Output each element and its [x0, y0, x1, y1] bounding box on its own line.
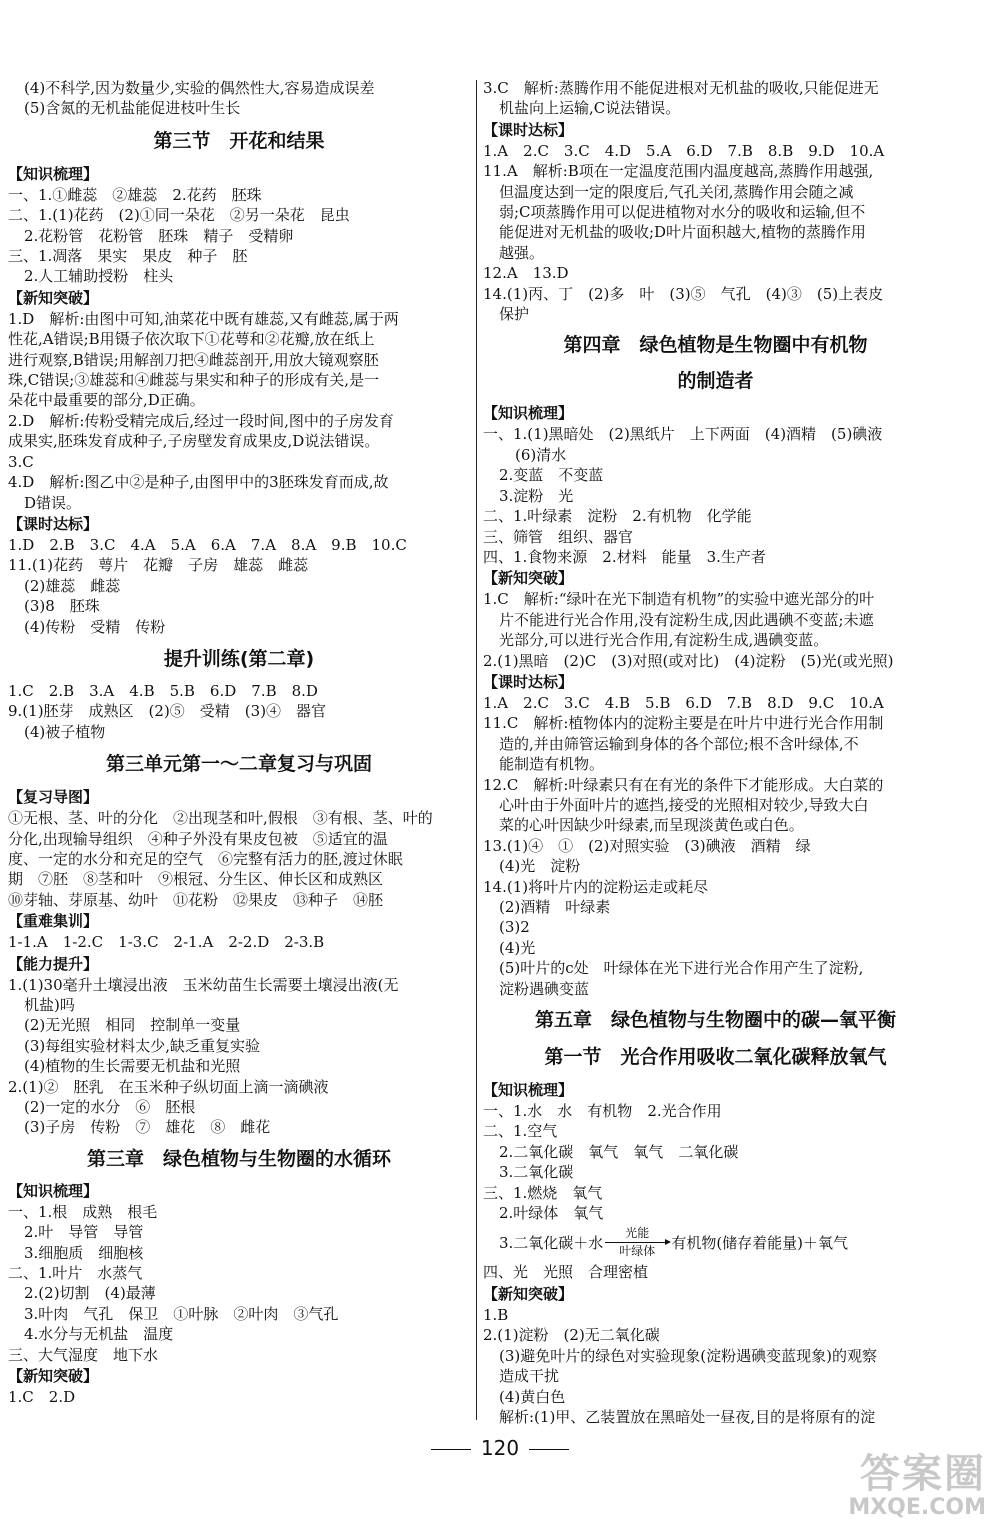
answer-line: 一、1.(1)黑暗处 (2)黑纸片 上下两面 (4)酒精 (5)碘液 — [483, 425, 883, 444]
answer-line: 12.C 解析:叶绿素只有在有光的条件下才能形成。大白菜的 — [483, 775, 884, 794]
reaction-arrow — [605, 1227, 669, 1258]
subsection-heading: 【复习导图】 — [8, 788, 99, 807]
answer-line: 性花,A错误;B用镊子依次取下①花萼和②花瓣,放在纸上 — [8, 330, 375, 349]
answer-line: 三、大气湿度 地下水 — [8, 1345, 159, 1364]
answer-line: 四、光 光照 合理密植 — [483, 1263, 649, 1282]
answer-line: (2)雄蕊 雌蕊 — [24, 576, 121, 595]
arrow-condition-top: 光能 — [625, 1226, 650, 1241]
chapter-title: 第四章 绿色植物是生物圈中有机物 — [563, 334, 868, 357]
watermark-title: 答案圈 — [860, 1451, 986, 1497]
answer-line: 四、1.食物来源 2.材料 能量 3.生产者 — [483, 547, 766, 566]
left-column — [8, 78, 470, 1408]
answer-line: 1.C 解析:“绿叶在光下制造有机物”的实验中遮光部分的叶 — [483, 590, 875, 609]
chapter-title: 第三章 绿色植物与生物圈的水循环 — [86, 1147, 391, 1170]
answer-line: 二、1.(1)花药 (2)①同一朵花 ②另一朵花 昆虫 — [8, 206, 350, 225]
answer-line: 能促进对无机盐的吸收;D叶片面积越大,植物的蒸腾作用 — [499, 223, 866, 242]
answer-line: 片不能进行光合作用,没有淀粉生成,因此遇碘不变蓝;未遮 — [499, 610, 874, 629]
answer-line: (3)每组实验材料太少,缺乏重复实验 — [24, 1036, 261, 1055]
answer-line: (5)叶片的c处 叶绿体在光下进行光合作用产生了淀粉, — [499, 959, 864, 978]
subsection-heading: 【知识梳理】 — [8, 164, 99, 183]
answer-line: (4)光 — [499, 938, 536, 957]
subsection-heading: 【知识梳理】 — [8, 1181, 99, 1200]
answer-line: 但温度达到一定的限度后,气孔关闭,蒸腾作用会随之减 — [499, 182, 854, 201]
answer-line: (3)8 胚珠 — [24, 597, 100, 616]
subsection-heading: 【知识梳理】 — [483, 404, 574, 423]
arrow-condition-bottom: 叶绿体 — [619, 1244, 656, 1259]
subsection-heading: 【课时达标】 — [8, 514, 99, 533]
answer-line: 菜的心叶因缺少叶绿素,而呈现淡黄色或白色。 — [499, 816, 804, 835]
answer-line: 朵花中最重要的部分,D正确。 — [8, 391, 205, 410]
answer-line: 2.人工辅助授粉 柱头 — [24, 267, 174, 286]
answer-line: 3.淀粉 光 — [499, 486, 574, 505]
answer-line: 1.A 2.C 3.C 4.D 5.A 6.D 7.B 8.B 9.D 10.A — [483, 141, 885, 160]
answer-line: 1-1.A 1-2.C 1-3.C 2-1.A 2-2.D 2-3.B — [8, 933, 325, 952]
answer-line: 11.C 解析:植物体内的淀粉主要是在叶片中进行光合作用制 — [483, 714, 884, 733]
answer-line: 三、1.燃烧 氧气 — [483, 1183, 603, 1202]
answer-line: 2.(2)切割 (4)最薄 — [24, 1284, 156, 1303]
answer-line: (3)避免叶片的绿色对实验现象(淀粉遇碘变蓝现象)的观察 — [499, 1346, 877, 1365]
answer-line: 能制造有机物。 — [499, 755, 605, 774]
subsection-heading: 【重难集训】 — [8, 912, 99, 931]
answer-line: 11.(1)花药 萼片 花瓣 子房 雄蕊 雌蕊 — [8, 556, 309, 575]
answer-line: 3.C — [8, 452, 34, 471]
answer-line: ⑩芽轴、芽原基、幼叶 ⑪花粉 ⑫果皮 ⑬种子 ⑭胚 — [8, 890, 384, 909]
equation-reactants: 3.二氧化碳＋水 — [499, 1233, 604, 1252]
answer-line: 二、1.叶绿素 淀粉 2.有机物 化学能 — [483, 507, 752, 526]
answer-line: 2.(1)黑暗 (2)C (3)对照(或对比) (4)淀粉 (5)光(或光照) — [483, 651, 894, 670]
answer-line: (4)黄白色 — [499, 1387, 566, 1406]
answer-line: 淀粉遇碘变蓝 — [499, 979, 590, 998]
section-title: 第三节 开花和结果 — [153, 129, 325, 152]
photosynthesis-equation — [483, 1227, 948, 1258]
answer-line: 光部分,可以进行光合作用,有淀粉生成,遇碘变蓝。 — [499, 631, 829, 650]
answer-line: 2.(1)② 胚乳 在玉米种子纵切面上滴一滴碘液 — [8, 1077, 329, 1096]
answer-line: 一、1.①雌蕊 ②雄蕊 2.花药 胚珠 — [8, 185, 262, 204]
answer-line: 解析:(1)甲、乙装置放在黑暗处一昼夜,目的是将原有的淀 — [499, 1407, 876, 1426]
answer-line: (4)被子植物 — [24, 722, 106, 741]
section-title: 第一节 光合作用吸收二氧化碳释放氧气 — [544, 1046, 887, 1069]
subsection-heading: 【能力提升】 — [8, 954, 99, 973]
answer-line: 二、1.空气 — [483, 1122, 558, 1141]
answer-line: 1.D 解析:由图中可知,油菜花中既有雄蕊,又有雌蕊,属于两 — [8, 309, 399, 328]
answer-line: 度、一定的水分和充足的空气 ⑥完整有活力的胚,渡过休眠 — [8, 849, 403, 868]
answer-line: (4)传粉 受精 传粉 — [24, 617, 166, 636]
answer-line: 1.D 2.B 3.C 4.A 5.A 6.A 7.A 8.A 9.B 10.C — [8, 535, 407, 554]
answer-line: 造成干扰 — [499, 1367, 560, 1386]
answer-line: 期 ⑦胚 ⑧茎和叶 ⑨根冠、分生区、伸长区和成熟区 — [8, 870, 384, 889]
answer-line: (2)无光照 相同 控制单一变量 — [24, 1016, 241, 1035]
answer-line: 2.花粉管 花粉管 胚珠 精子 受精卵 — [24, 226, 294, 245]
subsection-heading: 【课时达标】 — [483, 672, 574, 691]
subsection-heading: 【新知突破】 — [483, 569, 574, 588]
answer-line: 心叶由于外面叶片的遮挡,接受的光照相对较少,导致大白 — [499, 795, 869, 814]
answer-line: 3.细胞质 细胞核 — [24, 1243, 144, 1262]
answer-line: 三、1.凋落 果实 果皮 种子 胚 — [8, 247, 248, 266]
answer-line: 3.C 解析:蒸腾作用不能促进根对无机盐的吸收,只能促进无 — [483, 79, 879, 97]
answer-line: 1.C 2.B 3.A 4.B 5.B 6.D 7.B 8.D — [8, 681, 318, 700]
answer-line: 2.叶 导管 导管 — [24, 1223, 144, 1242]
section-title: 提升训练(第二章) — [163, 647, 315, 670]
subsection-heading: 【新知突破】 — [8, 288, 99, 307]
answer-line: 造的,并由筛管运输到身体的各个部位;根不含叶绿体,不 — [499, 734, 859, 753]
chapter-title: 第五章 绿色植物与生物圈中的碳—氧平衡 — [534, 1009, 896, 1032]
answer-line: (6)清水 — [515, 445, 567, 464]
answer-line: 14.(1)丙、丁 (2)多 叶 (3)⑤ 气孔 (4)③ (5)上表皮 — [483, 284, 884, 303]
answer-line: 二、1.叶片 水蒸气 — [8, 1264, 143, 1283]
answer-line: 三、筛管 组织、器官 — [483, 527, 634, 546]
answer-line: 弱;C项蒸腾作用可以促进植物对水分的吸收和运输,但不 — [499, 203, 866, 222]
page-number: 120 — [0, 1436, 1000, 1460]
answer-line: 1.B — [483, 1305, 509, 1324]
answer-line: 机盐)吗 — [24, 996, 75, 1014]
answer-line: 2.叶绿体 氧气 — [499, 1204, 604, 1223]
answer-line: 1.C 2.D — [8, 1388, 76, 1407]
answer-line: 9.(1)胚芽 成熟区 (2)⑤ 受精 (3)④ 器官 — [8, 702, 327, 721]
answer-line: 1.A 2.C 3.C 4.B 5.B 6.D 7.B 8.D 9.C 10.A — [483, 693, 884, 712]
answer-line: 一、1.水 水 有机物 2.光合作用 — [483, 1102, 722, 1121]
answer-line: 2.D 解析:传粉受精完成后,经过一段时间,图中的子房发育 — [8, 411, 394, 430]
answer-line: (2)酒精 叶绿素 — [499, 898, 611, 916]
answer-line: 14.(1)将叶片内的淀粉运走或耗尽 — [483, 877, 709, 896]
subsection-heading: 【知识梳理】 — [483, 1081, 574, 1100]
watermark-logo — [848, 1452, 986, 1520]
answer-line: 机盐向上运输,C说法错误。 — [499, 99, 681, 118]
answer-line: (4)不科学,因为数量少,实验的偶然性大,容易造成误差 — [24, 79, 375, 97]
answer-line: 进行观察,B错误;用解剖刀把④雌蕊剖开,用放大镜观察胚 — [8, 350, 379, 369]
watermark-url: MXQE.COM — [848, 1495, 986, 1520]
answer-line: 珠,C错误;③雄蕊和④雌蕊与果实和种子的形成有关,是一 — [8, 371, 380, 390]
answer-line: (5)含氮的无机盐能促进枝叶生长 — [24, 99, 241, 118]
answer-line: 分化,出现输导组织 ④种子外没有果皮包被 ⑤适宜的温 — [8, 829, 388, 848]
answer-line: 3.叶肉 气孔 保卫 ①叶脉 ②叶肉 ③气孔 — [24, 1304, 339, 1323]
column-divider — [476, 80, 477, 1420]
answer-line: ①无根、茎、叶的分化 ②出现茎和叶,假根 ③有根、茎、叶的 — [8, 809, 433, 828]
answer-line: (2)一定的水分 ⑥ 胚根 — [24, 1098, 196, 1117]
chapter-title: 的制造者 — [677, 370, 754, 393]
answer-line: (3)2 — [499, 918, 530, 937]
subsection-heading: 【新知突破】 — [483, 1284, 574, 1303]
answer-line: 成果实,胚珠发育成种子,子房壁发育成果皮,D说法错误。 — [8, 432, 380, 451]
answer-line: 保护 — [499, 305, 530, 324]
subsection-heading: 【新知突破】 — [8, 1367, 99, 1386]
answer-line: (4)光 淀粉 — [499, 857, 581, 876]
section-title: 第三单元第一～二章复习与巩固 — [105, 753, 372, 776]
answer-line: 越强。 — [499, 243, 545, 262]
right-column — [483, 78, 948, 1427]
answer-line: 2.变蓝 不变蓝 — [499, 466, 604, 485]
answer-line: 1.(1)30毫升土壤浸出液 玉米幼苗生长需要土壤浸出液(无 — [8, 975, 399, 994]
answer-line: 12.A 13.D — [483, 264, 569, 283]
answer-line: 4.水分与无机盐 温度 — [24, 1325, 174, 1344]
answer-line: (3)子房 传粉 ⑦ 雄花 ⑧ 雌花 — [24, 1118, 271, 1137]
answer-line: (4)植物的生长需要无机盐和光照 — [24, 1057, 241, 1076]
subsection-heading: 【课时达标】 — [483, 120, 574, 139]
answer-line: 2.二氧化碳 氧气 氧气 二氧化碳 — [499, 1142, 739, 1161]
answer-line: 13.(1)④ ① (2)对照实验 (3)碘液 酒精 绿 — [483, 836, 811, 855]
answer-line: D错误。 — [24, 493, 82, 512]
answer-line: 一、1.根 成熟 根毛 — [8, 1202, 158, 1221]
answer-line: 3.二氧化碳 — [499, 1163, 574, 1182]
answer-line: 2.(1)淀粉 (2)无二氧化碳 — [483, 1326, 660, 1345]
equation-products: 有机物(储存着能量)＋氧气 — [671, 1233, 849, 1252]
answer-line: 4.D 解析:图乙中②是种子,由图甲中的3胚珠发育而成,故 — [8, 473, 389, 492]
answer-line: 11.A 解析:B项在一定温度范围内温度越高,蒸腾作用越强, — [483, 162, 874, 181]
